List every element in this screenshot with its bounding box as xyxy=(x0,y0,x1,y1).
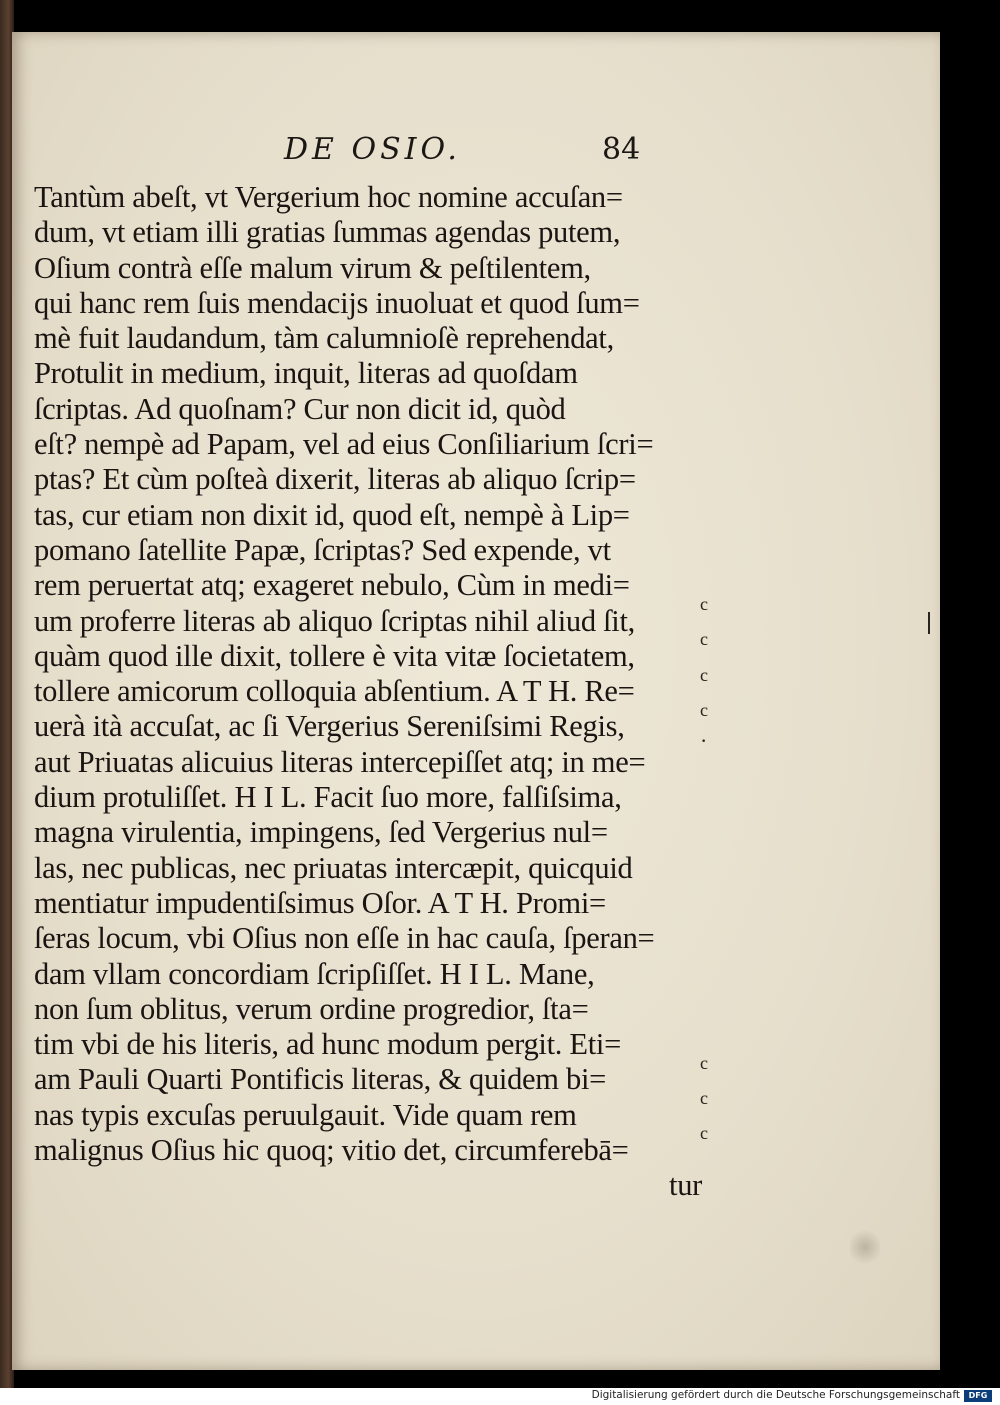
page-number: 84 xyxy=(602,132,641,167)
quote-mark: c xyxy=(700,700,708,720)
quote-mark: c xyxy=(700,1123,708,1143)
paper-stain xyxy=(850,1227,880,1267)
text-line: dam vllam concordiam ſcripſiſſet. H I L. Mane, xyxy=(34,956,595,991)
body-text xyxy=(34,180,704,1204)
text-line: tas, cur etiam non dixit id, quod eſt, nempè à Lip= xyxy=(34,497,630,532)
running-head: DE OSIO. xyxy=(284,132,461,167)
text-line: Tantùm abeſt, vt Vergerium hoc nomine accuſan= xyxy=(34,180,623,214)
text-line: qui hanc rem ſuis mendacijs inuoluat et quod ſum= xyxy=(34,285,640,320)
text-line: tim vbi de his literis, ad hunc modum pergit. Eti= xyxy=(34,1027,622,1062)
text-line: Oſium contrà eſſe malum virum & peſtilentem, xyxy=(34,250,591,285)
quote-mark: · xyxy=(700,728,708,753)
text-line: magna virulentia, impingens, ſed Vergerius nul= xyxy=(34,815,608,850)
text-line: uerà ità accuſat, ac ſi Vergerius Sereniſsimi Regis, xyxy=(34,709,625,744)
text-line: am Pauli Quarti Pontificis literas, & quidem bi= xyxy=(34,1062,607,1097)
text-line: malignus Oſius hic quoq; vitio det, circumferebā= xyxy=(34,1133,629,1168)
text-line: ſcriptas. Ad quoſnam? Cur non dicit id, quòd xyxy=(34,391,566,426)
text-line: pomano ſatellite Papæ, ſcriptas? Sed expende, vt xyxy=(34,532,611,567)
text-line: dium protuliſſet. H I L. Facit ſuo more, falſiſsima, xyxy=(34,780,622,815)
book-page xyxy=(12,32,940,1370)
text-line: tollere amicorum colloquia abſentium. A T H. Re= xyxy=(34,674,635,709)
dfg-logo-icon: DFG xyxy=(964,1390,992,1402)
text-line: rem peruertat atq; exageret nebulo, Cùm in medi= xyxy=(34,568,630,603)
text-line: ptas? Et cùm poſteà dixerit, literas ab aliquo ſcrip= xyxy=(34,462,636,497)
text-line: non ſum oblitus, verum ordine progredior, ſta= xyxy=(34,991,589,1026)
text-line: um proferre literas ab aliquo ſcriptas nihil aliud ſit, xyxy=(34,603,635,638)
page-header xyxy=(12,132,940,172)
funding-credit: Digitalisierung gefördert durch die Deutsche Forschungsgemeinschaft xyxy=(591,1389,960,1401)
text-line: nas typis excuſas peruulgauit. Vide quam rem xyxy=(34,1097,577,1132)
digitization-footer xyxy=(0,1388,1000,1405)
margin-scratch xyxy=(928,612,930,634)
text-line: ſeras locum, vbi Oſius non eſſe in hac cauſa, ſperan= xyxy=(34,921,655,956)
quote-mark: c xyxy=(700,1088,708,1108)
text-line: mè fuit laudandum, tàm calumnioſè reprehendat, xyxy=(34,321,614,356)
text-line: las, nec publicas, nec priuatas intercæpit, quicquid xyxy=(34,850,633,885)
quote-mark: c xyxy=(700,1053,708,1073)
text-line: quàm quod ille dixit, tollere è vita vitæ ſocietatem, xyxy=(34,638,635,673)
text-line: dum, vt etiam illi gratias ſummas agendas putem, xyxy=(34,215,621,250)
quote-mark: c xyxy=(700,629,708,649)
text-line: aut Priuatas alicuius literas intercepiſſet atq; in me= xyxy=(34,744,646,779)
quote-mark: c xyxy=(700,594,708,614)
quote-mark: c xyxy=(700,665,708,685)
catchword: tur xyxy=(669,1168,702,1203)
text-line: Protulit in medium, inquit, literas ad quoſdam xyxy=(34,356,578,391)
text-line: mentiatur impudentiſsimus Oſor. A T H. Promi= xyxy=(34,885,606,920)
text-line: eſt? nempè ad Papam, vel ad eius Conſiliarium ſcri= xyxy=(34,427,654,462)
